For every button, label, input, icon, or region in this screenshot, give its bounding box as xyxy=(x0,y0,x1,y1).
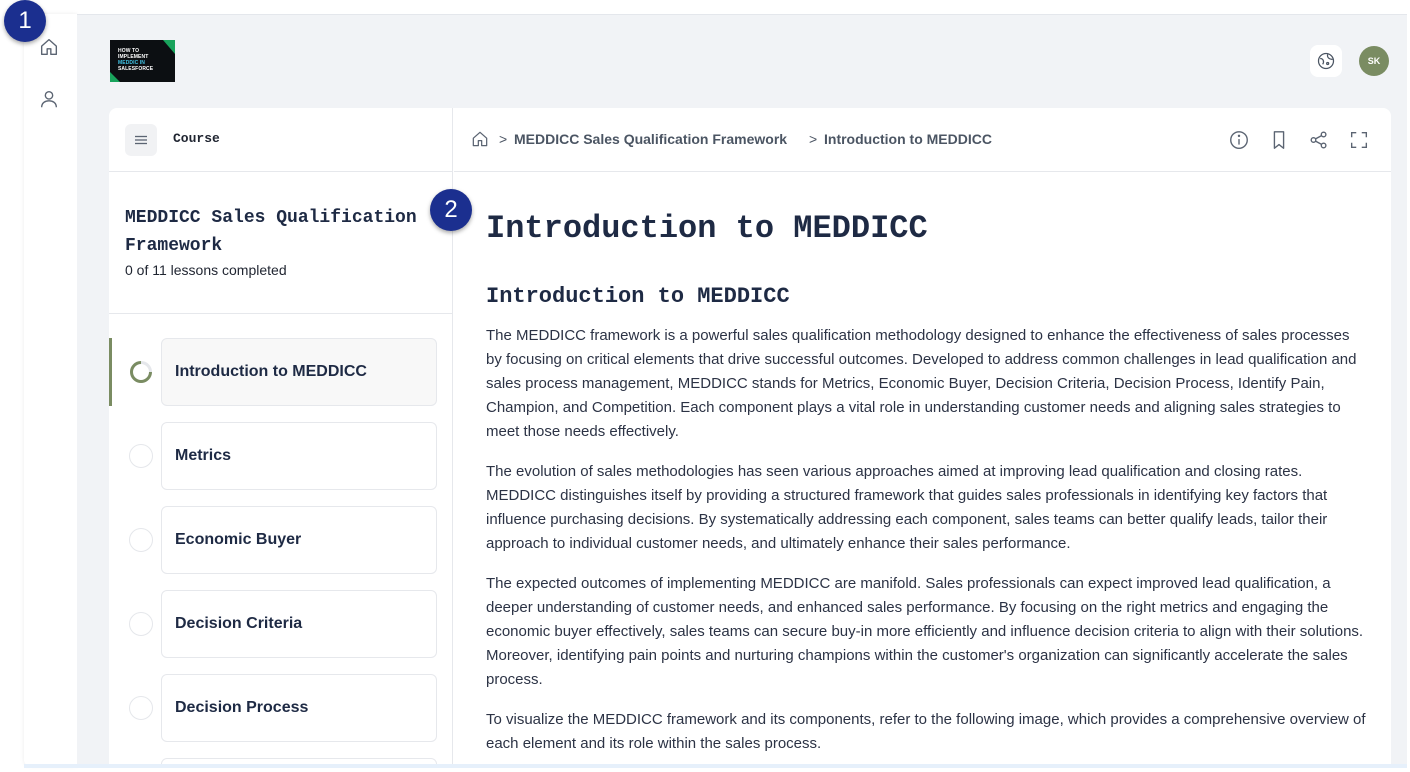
breadcrumb xyxy=(454,108,1391,172)
paragraph: The expected outcomes of implementing MEDDICC are manifold. Sales professionals can expect improved lead qualification, a deeper understanding of customer needs, and enhanced sales performance. By focusing on the right metrics and engaging the economic buyer effectively, sales teams can secure buy-in more efficiently and influence decision criteria to align with their solutions. Moreover, identifying pain points and nurturing champions within the customer's organization can significantly accelerate the sales process. xyxy=(486,575,1364,688)
app-area xyxy=(77,14,1407,766)
nav-rail xyxy=(24,14,77,766)
avatar[interactable]: SK xyxy=(1359,46,1389,76)
breadcrumb-separator: > xyxy=(809,131,818,147)
hamburger-icon xyxy=(133,132,149,148)
course-card xyxy=(109,108,1391,767)
menu-button[interactable] xyxy=(125,124,157,156)
home-icon[interactable] xyxy=(38,36,60,58)
breadcrumb-lesson[interactable]: Introduction to MEDDICC xyxy=(824,131,992,147)
course-sidebar xyxy=(109,108,453,767)
palette-icon xyxy=(1316,51,1336,71)
fullscreen-icon[interactable] xyxy=(1348,129,1370,151)
lesson-item-metrics[interactable]: Metrics xyxy=(161,422,437,490)
bottom-edge xyxy=(24,764,1407,768)
lesson-item-decision-criteria[interactable]: Decision Criteria xyxy=(161,590,437,658)
logo-line: MEDDIC IN xyxy=(118,60,146,66)
logo-line: IMPLEMENT xyxy=(118,54,149,60)
course-info xyxy=(109,172,453,314)
section-title: Introduction to MEDDICC xyxy=(486,284,790,309)
share-icon[interactable] xyxy=(1308,129,1330,151)
course-logo[interactable] xyxy=(110,40,175,82)
logo-line: HOW TO xyxy=(118,48,140,54)
bookmark-icon[interactable] xyxy=(1268,129,1290,151)
annotation-badge-2: 2 xyxy=(430,189,472,231)
annotation-badge-1: 1 xyxy=(4,0,46,42)
sidebar-header xyxy=(109,108,453,172)
course-progress: 0 of 11 lessons completed xyxy=(125,262,287,278)
paragraph: To visualize the MEDDICC framework and its components, refer to the following image, which provides a comprehensive overview of each element and its role within the sales process. xyxy=(486,711,1366,752)
logo-line: SALESFORCE xyxy=(118,66,154,72)
logo-accent xyxy=(163,40,175,54)
user-icon[interactable] xyxy=(38,88,60,110)
info-icon[interactable] xyxy=(1228,129,1250,151)
course-title: MEDDICC Sales Qualification Framework xyxy=(125,208,417,256)
lesson-item-economic-buyer[interactable]: Economic Buyer xyxy=(161,506,437,574)
lesson-status-icon xyxy=(129,444,153,468)
breadcrumb-separator: > xyxy=(499,131,508,147)
sidebar-label: Course xyxy=(173,131,220,146)
lesson-item-introduction[interactable]: Introduction to MEDDICC xyxy=(161,338,437,406)
logo-accent-bottom xyxy=(110,72,120,82)
theme-button[interactable] xyxy=(1310,45,1342,77)
active-lesson-indicator xyxy=(109,338,112,406)
paragraph: The MEDDICC framework is a powerful sales qualification methodology designed to enhance the effectiveness of sales processes by focusing on critical elements that drive successful outcomes. Developed to address common challenges in lead qualification and sales process management, MEDDICC stands for Metrics, Economic Buyer, Decision Criteria, Decision Process, Identify Pain, Champion, and Competition. Each component plays a vital role in understanding customer needs and aligning sales strategies to meet those needs effectively. xyxy=(486,327,1357,440)
lesson-main xyxy=(454,108,1391,767)
home-icon[interactable] xyxy=(470,129,490,149)
page-title: Introduction to MEDDICC xyxy=(486,210,928,247)
in-progress-icon xyxy=(129,360,153,384)
lesson-status-icon xyxy=(129,528,153,552)
lesson-item-decision-process[interactable]: Decision Process xyxy=(161,674,437,742)
paragraph: The evolution of sales methodologies has seen various approaches aimed at improving lead qualification and closing rates. MEDDICC distinguishes itself by providing a structured framework that guides sales professionals in identifying key factors that influence purchasing decisions. By systematically addressing each component, sales teams can better qualify leads, tailor their approach to individual customer needs, and ultimately enhance their sales performance. xyxy=(486,463,1328,552)
lesson-status-icon xyxy=(129,696,153,720)
lesson-status-icon xyxy=(129,612,153,636)
breadcrumb-course[interactable]: MEDDICC Sales Qualification Framework xyxy=(514,131,788,147)
